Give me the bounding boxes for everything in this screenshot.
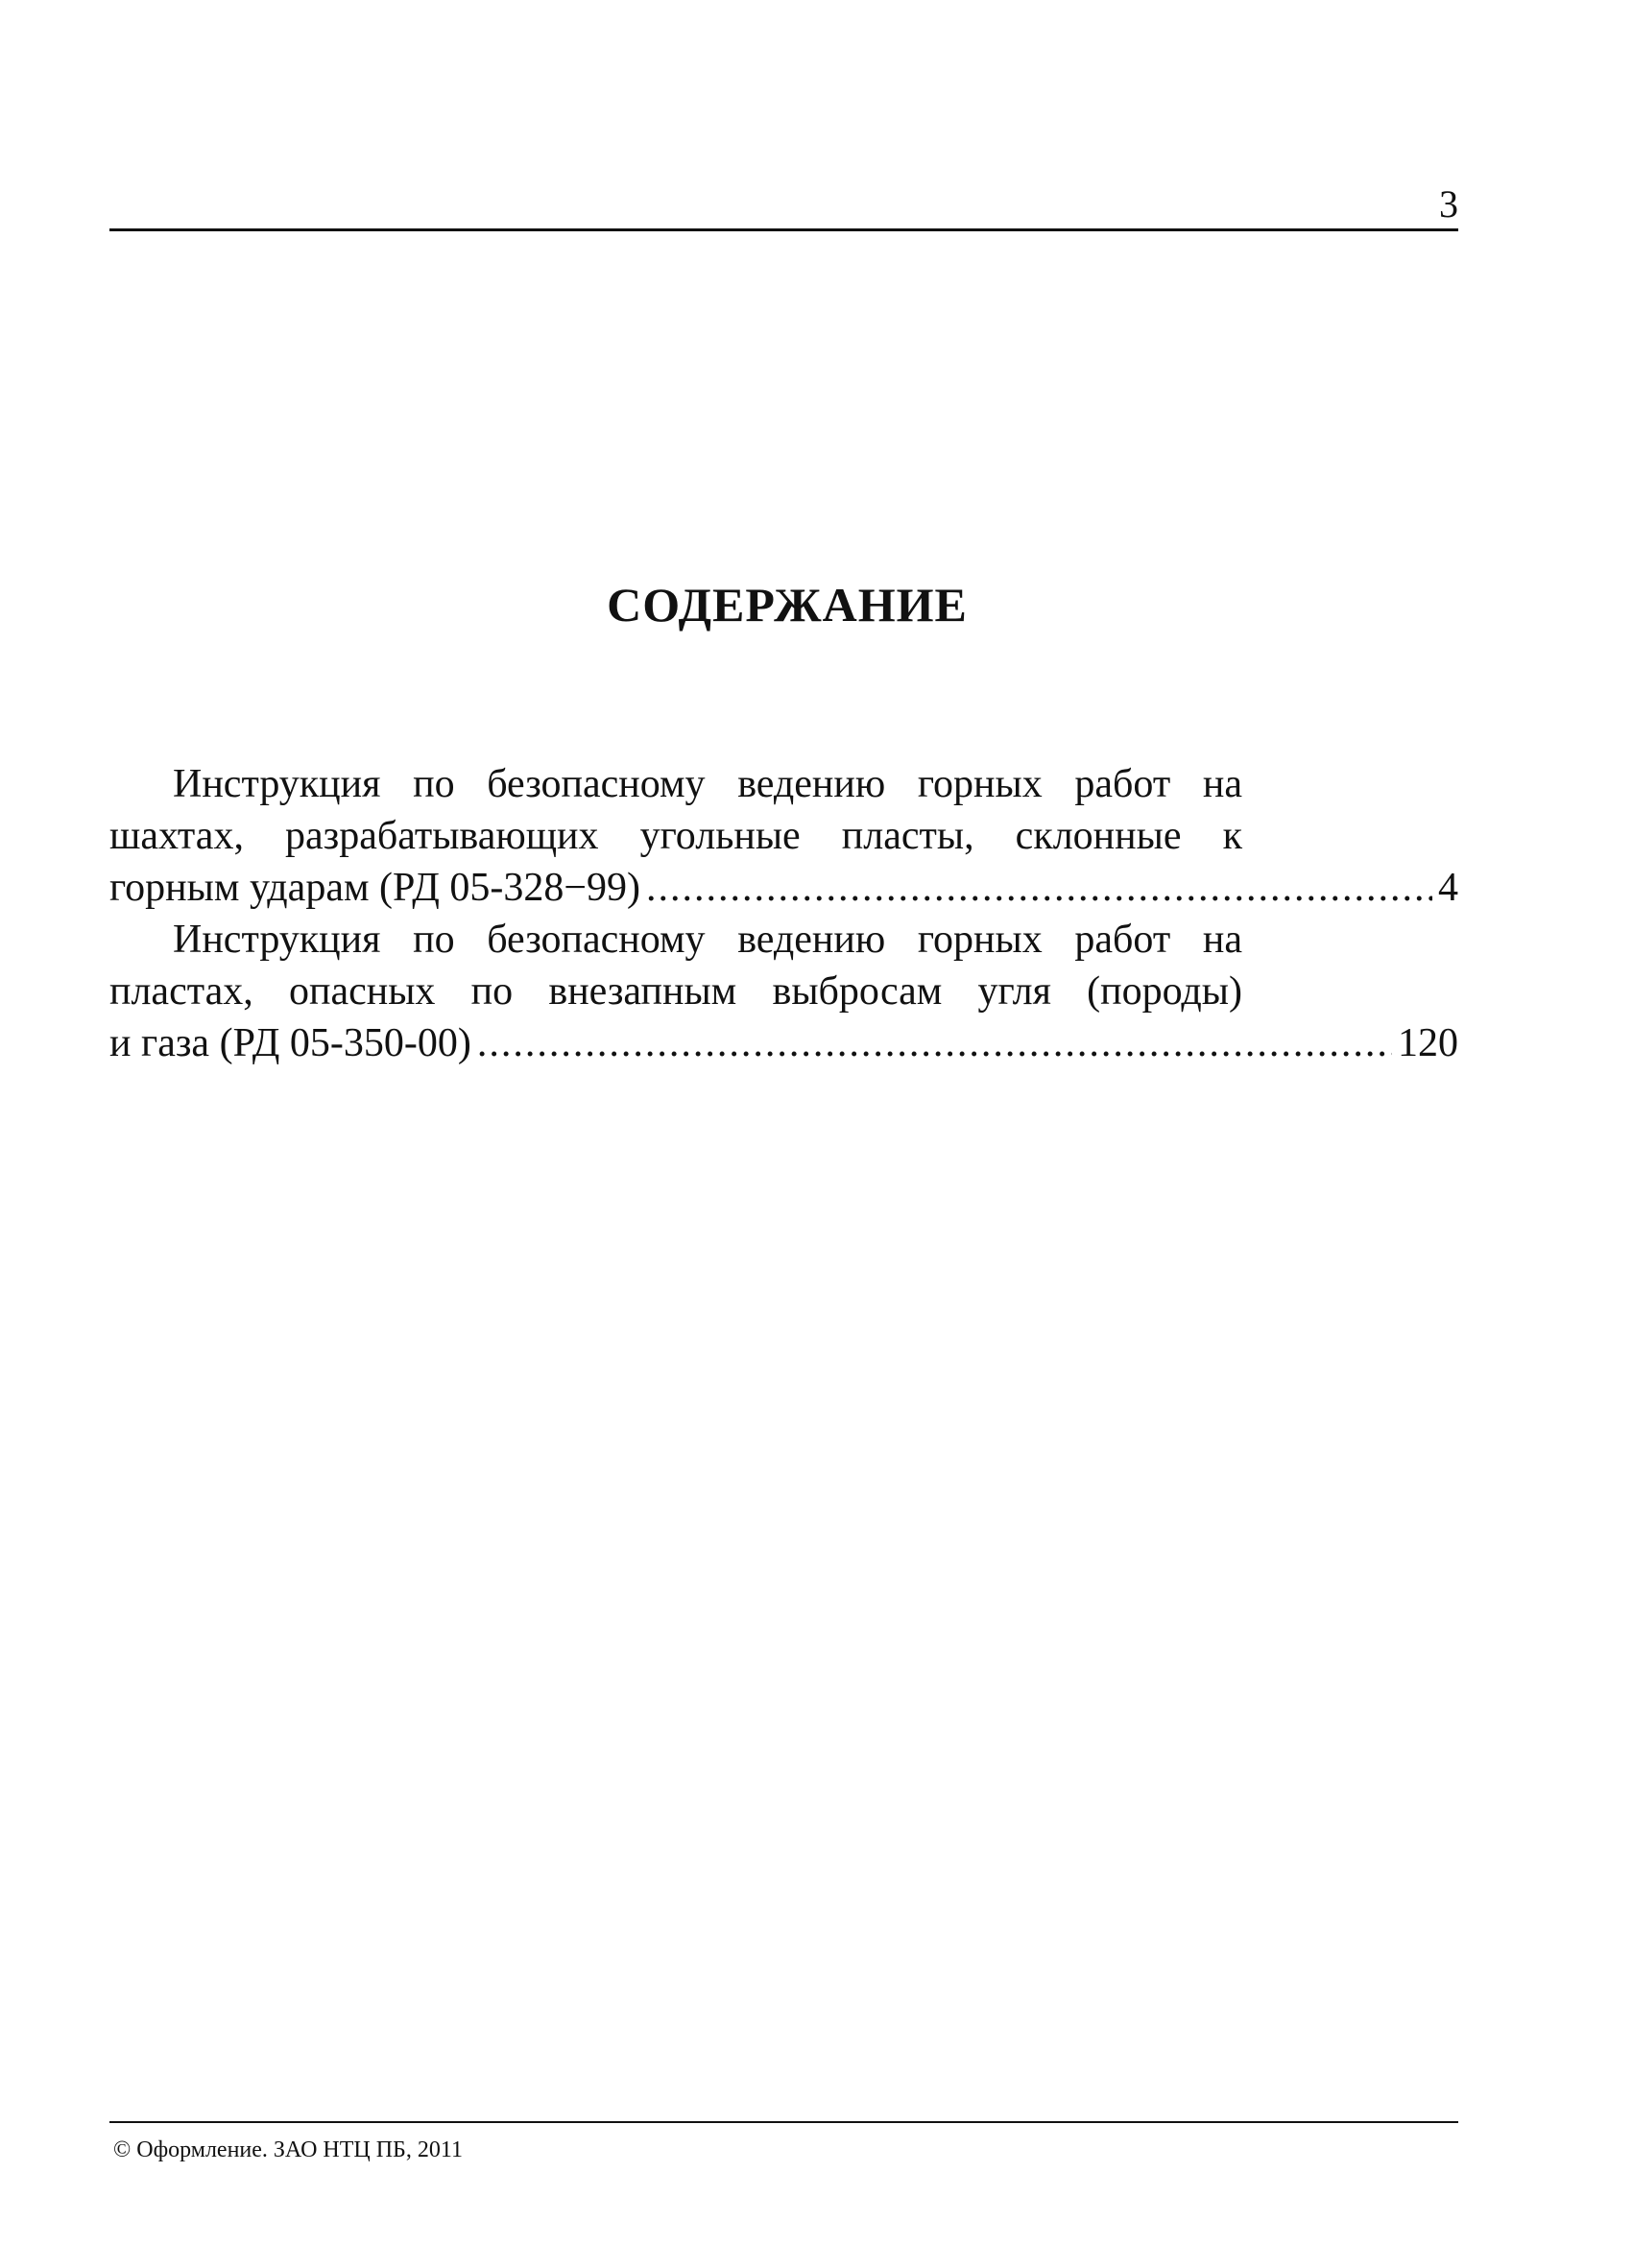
toc-entry-page: 4 [1438,866,1458,910]
page-title: СОДЕРЖАНИЕ [607,578,968,632]
toc-entry-line: Инструкция по безопасному ведению горных работ на [173,762,1242,806]
toc-entry[interactable] [109,914,1458,1069]
toc-entry-last-line [109,862,1458,914]
header-rule [109,228,1458,231]
toc-entry-text: горным ударам (РД 05-328−99) [109,866,641,910]
toc-leader-dots [646,862,1432,914]
table-of-contents [109,758,1458,1069]
footer-copyright: © Оформление. ЗАО НТЦ ПБ, 2011 [113,2137,463,2162]
page-number: 3 [1439,182,1458,226]
toc-entry[interactable] [109,758,1458,914]
toc-entry-line: Инструкция по безопасному ведению горных работ на [173,918,1242,962]
toc-entry-line: пластах, опасных по внезапным выбросам угля (породы) [109,969,1242,1014]
toc-entry-text: и газа (РД 05-350-00) [109,1021,471,1065]
toc-leader-dots [477,1017,1392,1069]
toc-entry-page: 120 [1398,1021,1458,1065]
toc-entry-last-line [109,1017,1458,1069]
toc-entry-line: шахтах, разрабатывающих угольные пласты, склонные к [109,814,1242,858]
footer-rule [109,2121,1458,2123]
